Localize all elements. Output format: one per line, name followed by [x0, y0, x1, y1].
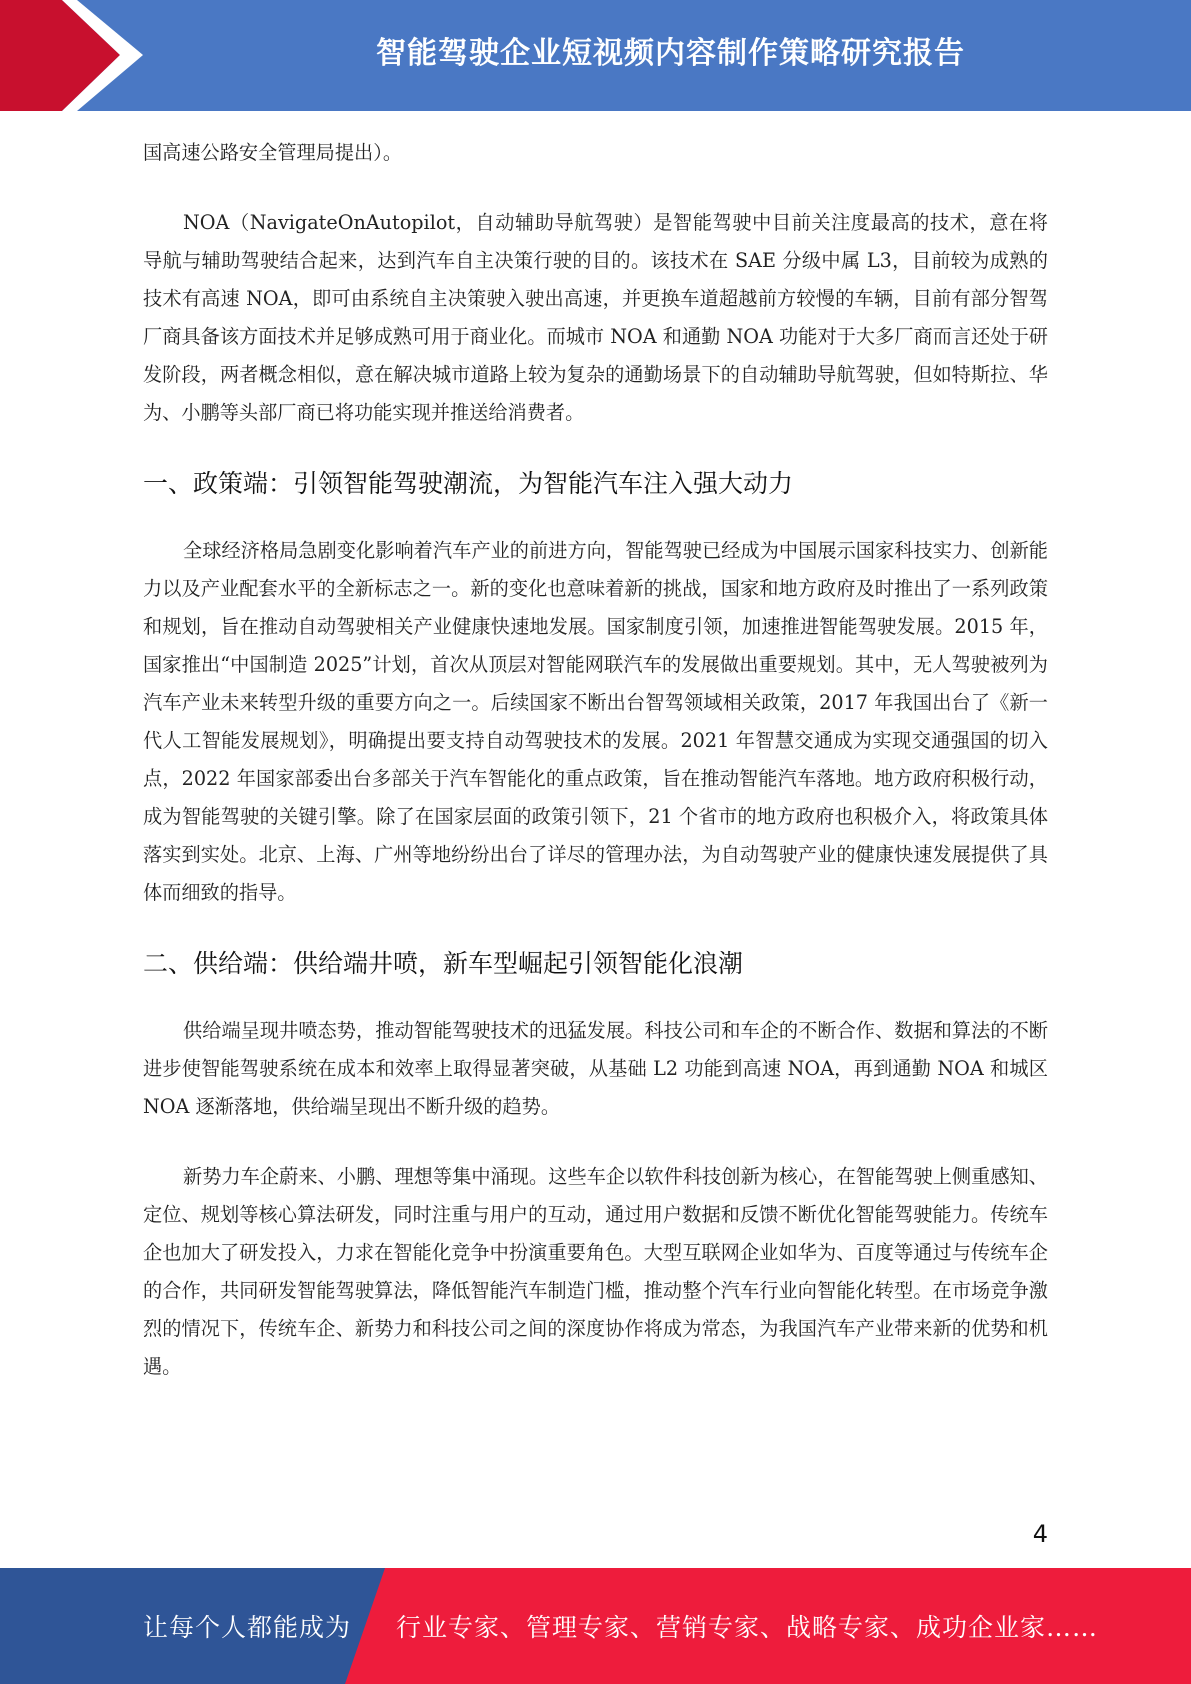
- page-header: [0, 0, 1191, 111]
- section-heading-policy: 一、政策端：引领智能驾驶潮流，为智能汽车注入强大动力: [143, 469, 794, 498]
- page-number: 4: [1032, 1520, 1048, 1548]
- supply-paragraph-2: 新势力车企蔚来、小鹏、理想等集中涌现。这些车企以软件科技创新为核心，在智能驾驶上侧重感知、定位、规划等核心算法研发，同时注重与用户的互动，通过用户数据和反馈不断优化智能驾驶能力。传统车企也加大了研发投入，力求在智能化竞争中扮演重要角色。大型互联网企业如华为、百度等通过与传统车企的合作，共同研发智能驾驶算法，降低智能汽车制造门槛，推动整个汽车行业向智能化转型。在市场竞争激烈的情况下，传统车企、新势力和科技公司之间的深度协作将成为常态，为我国汽车产业带来新的优势和机遇。: [143, 1165, 1048, 1378]
- supply-paragraph-1: 供给端呈现井喷态势，推动智能驾驶技术的迅猛发展。科技公司和车企的不断合作、数据和算法的不断进步使智能驾驶系统在成本和效率上取得显著突破，从基础 L2 功能到高速 NOA，再到通勤 NOA 和城区 NOA 逐渐落地，供给端呈现出不断升级的趋势。: [143, 1019, 1048, 1118]
- document-body: [143, 134, 1048, 1418]
- header-chevron-icon: [0, 0, 160, 111]
- footer-slogan-left: 让每个人都能成为: [143, 1613, 352, 1642]
- page-footer: [0, 1568, 1191, 1684]
- section-heading-supply: 二、供给端：供给端井喷，新车型崛起引领智能化浪潮: [143, 949, 744, 978]
- policy-paragraph: 全球经济格局急剧变化影响着汽车产业的前进方向，智能驾驶已经成为中国展示国家科技实力、创新能力以及产业配套水平的全新标志之一。新的变化也意味着新的挑战，国家和地方政府及时推出了一系列政策和规划，旨在推动自动驾驶相关产业健康快速地发展。国家制度引领，加速推进智能驾驶发展。2015 年，国家推出“中国制造 2025”计划，首次从顶层对智能网联汽车的发展做出重要规划。其中，无人驾驶被列为汽车产业未来转型升级的重要方向之一。后续国家不断出台智驾领域相关政策，2017 年我国出台了《新一代人工智能发展规划》，明确提出要支持自动驾驶技术的发展。2021 年智慧交通成为实现交通强国的切入点，2022 年国家部委出台多部关于汽车智能化的重点政策，旨在推动智能汽车落地。地方政府积极行动，成为智能驾驶的关键引擎。除了在国家层面的政策引领下，21 个省市的地方政府也积极介入，将政策具体落实到实处。北京、上海、广州等地纷纷出台了详尽的管理办法，为自动驾驶产业的健康快速发展提供了具体而细致的指导。: [143, 539, 1048, 904]
- noa-paragraph: NOA（NavigateOnAutopilot，自动辅助导航驾驶）是智能驾驶中目前关注度最高的技术，意在将导航与辅助驾驶结合起来，达到汽车自主决策行驶的目的。该技术在 SAE 分级中属 L3，目前较为成熟的技术有高速 NOA，即可由系统自主决策驶入驶出高速，并更换车道超越前方较慢的车辆，目前有部分智驾厂商具备该方面技术并足够成熟可用于商业化。而城市 NOA 和通勤 NOA 功能对于大多厂商而言还处于研发阶段，两者概念相似，意在解决城市道路上较为复杂的通勤场景下的自动辅助导航驾驶，但如特斯拉、华为、小鹏等头部厂商已将功能实现并推送给消费者。: [143, 211, 1048, 424]
- footer-slogan-right: 行业专家、管理专家、营销专家、战略专家、成功企业家……: [396, 1613, 1099, 1642]
- document-title: 智能驾驶企业短视频内容制作策略研究报告: [376, 36, 965, 71]
- intro-fragment: 国高速公路安全管理局提出）。: [143, 141, 403, 164]
